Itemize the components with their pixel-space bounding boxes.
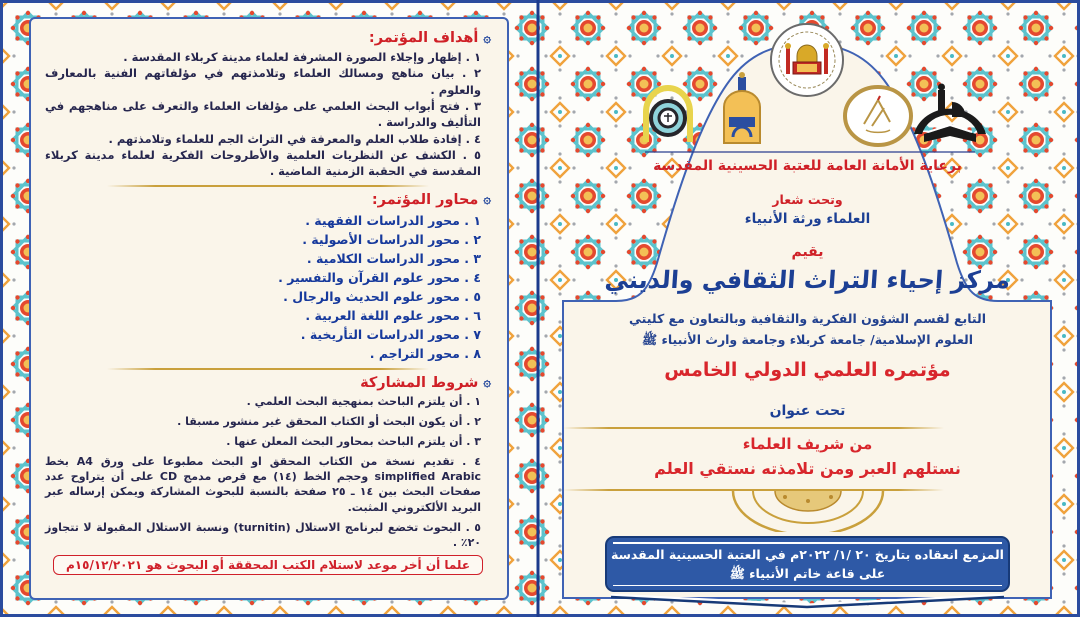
rub-el-hizb-icon: ۞ [483, 375, 491, 391]
right-page [563, 18, 1052, 600]
banner-line-2: على قاعة خاتم الأنبياء ﷺ [729, 566, 886, 581]
rub-el-hizb-icon: ۞ [483, 192, 491, 208]
organizer-verb: يقيم [791, 244, 824, 260]
conditions-list [45, 394, 491, 551]
rub-el-hizb-icon: ۞ [483, 30, 491, 46]
condition-item: ٣ . أن يلتزم الباحث بمحاور البحث المعلن عنها . [226, 434, 481, 448]
axes-header-label: محاور المؤتمر: [371, 191, 479, 208]
condition-item: ٤ . تقديم نسخة من الكتاب المحقق او البحث مطبوعا على ورق A4 بخط simplified Arabic وحجم الخط (١٤) مع قرص مدمج CD على أن يتراوح عدد صفحات البحث بين ١٤ ـ ٢٥ صفحة بالنسبة للبحوث المشاركة ويمكن إرساله عبر البريد الألكتروني المثبت. [45, 455, 482, 514]
banner-decor-line [613, 542, 1002, 544]
conditions-header [45, 375, 491, 391]
objectives-header-label: أهداف المؤتمر: [368, 30, 479, 46]
axis-item: ٧ . محور الدراسات التأريخية . [300, 326, 481, 342]
axis-item: ٢ . محور الدراسات الأصولية . [302, 231, 481, 247]
banner-ribbon-point [605, 594, 1010, 610]
banner-decor-line [613, 585, 1002, 587]
condition-item: ١ . أن يلتزم الباحث بمنهجية البحث العلمي . [246, 394, 481, 408]
condition-item: ٢ . أن يكون البحث أو الكتاب المحقق غير منشور مسبقا . [177, 414, 481, 428]
conditions-header-label: شروط المشاركة [360, 374, 479, 391]
banner-line-1: المزمع انعقاده بتاريخ ٢٠ /١/ ٢٠٢٢م في العتبة الحسينية المقدسة [611, 546, 1004, 562]
slogan-intro: وتحت شعار [772, 192, 843, 207]
sponsor-line: برعاية الأمانة العامة للعتبة الحسينية المقدسة [653, 158, 962, 174]
under-heading: تحت عنوان [769, 403, 846, 419]
conference-title: مؤتمره العلمي الدولي الخامس [664, 359, 951, 381]
slogan-text: العلماء ورثة الأنبياء [744, 211, 871, 227]
axis-item: ٤ . محور علوم القرآن والتفسير . [278, 269, 481, 285]
deadline-note: علما أن أخر موعد لاستلام الكتب المحققة أو البحوث هو ١٥/١٢/٢٠٢١م [53, 555, 483, 575]
gold-scallop-ornament [723, 490, 893, 532]
center-name-calligraphy: مركز إحياء التراث الثقافي والديني [603, 266, 1012, 294]
gold-rule [563, 427, 944, 429]
axis-item: ٥ . محور علوم الحديث والرجال . [283, 288, 481, 304]
section-divider [107, 185, 428, 187]
affiliation-line-2: العلوم الإسلامية/ جامعة كربلاء وجامعة وارث الأنبياء ﷺ [642, 332, 973, 347]
affiliation-line-1: التابع لقسم الشؤون الفكرية والثقافية وبالتعاون مع كليتي [628, 311, 986, 326]
date-venue-banner [605, 536, 1010, 592]
objective-item: ٥ . الكشف عن النظريات العلمية والأطروحات الفكرية لعلماء مدينة كربلاء المقدسة في الحقبة الزمنية الماضية . [45, 147, 481, 179]
left-page [31, 20, 507, 598]
objective-item: ٢ . بيان مناهج ومسالك العلماء وتلامذتهم في مؤلفاتهم الفنية بالمعارف والعلوم . [45, 66, 481, 97]
objective-item: ٣ . فتح أبواب البحث العلمي على مؤلفات العلماء والتعرف على مناهجهم في التأليف والدراسة . [45, 98, 481, 130]
axis-item: ٣ . محور الدراسات الكلامية . [306, 250, 481, 266]
axes-header [45, 192, 491, 208]
theme-line-1: من شريف العلماء [742, 435, 873, 453]
objective-item: ١ . إظهار وإجلاء الصورة المشرفة لعلماء مدينة كربلاء المقدسة . [123, 50, 481, 64]
theme-line-2: نستلهم العبر ومن تلامذته نستقي العلم [654, 459, 961, 478]
axes-list [45, 211, 491, 363]
axis-item: ٨ . محور التراجم . [369, 345, 481, 361]
objective-item: ٤ . إفادة طلاب العلم والمعرفة في التراث الجم للعلماء وتلامذتهم . [108, 131, 481, 146]
axis-item: ١ . محور الدراسات الفقهية . [305, 212, 481, 228]
axis-item: ٦ . محور علوم اللغة العربية . [305, 307, 481, 323]
objectives-list [45, 49, 491, 180]
objectives-header [45, 30, 491, 46]
section-divider [107, 368, 428, 370]
condition-item: ٥ . البحوث تخضع لبرنامج الاستلال (turnitin) ونسبة الاستلال المقبولة لا تتجاوز ٢٠٪ . [45, 520, 481, 549]
